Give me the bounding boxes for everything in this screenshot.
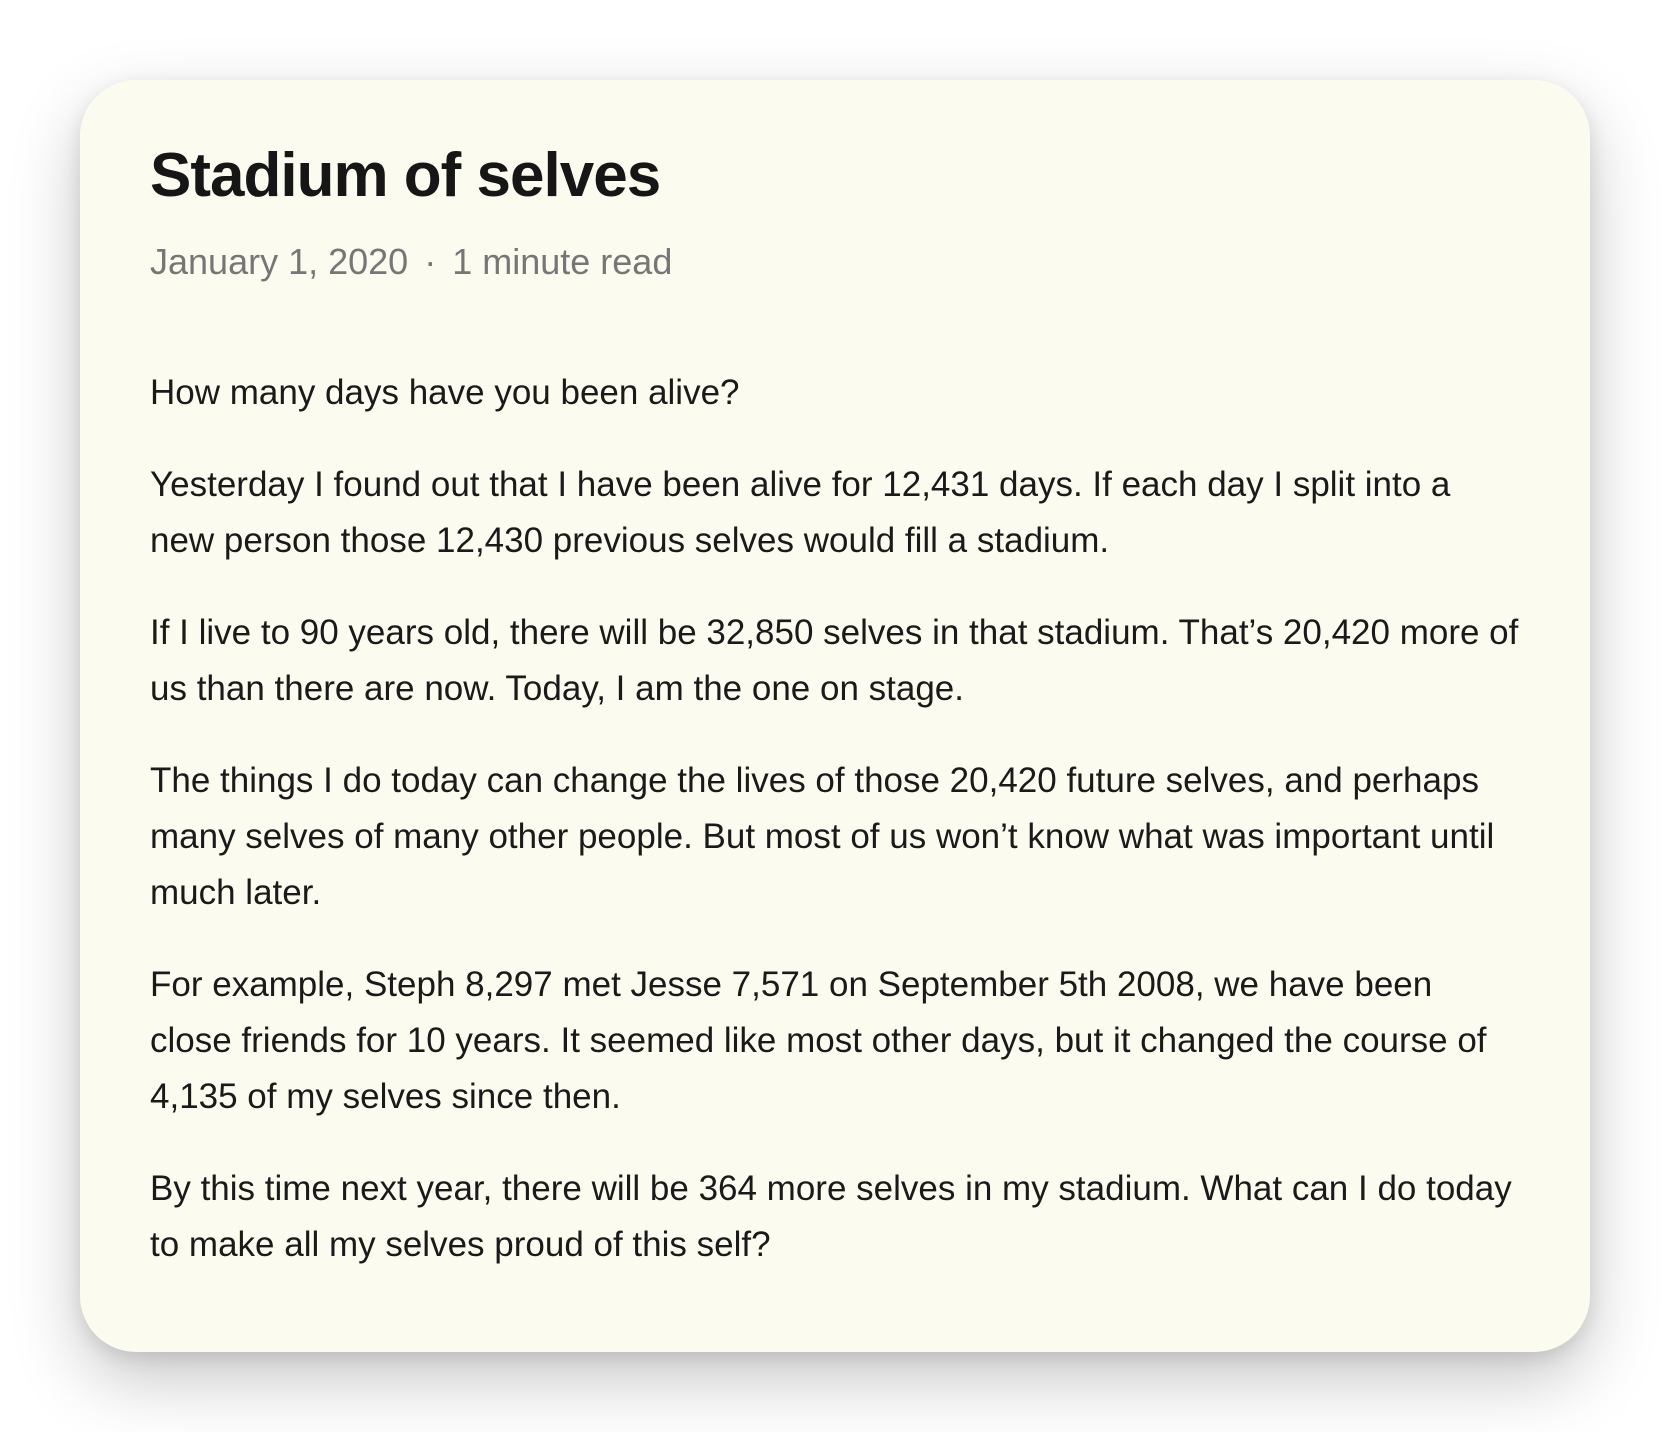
meta-separator: · [424, 241, 437, 283]
post-date: January 1, 2020 [150, 241, 409, 283]
paragraph-4: The things I do today can change the lives of those 20,420 future selves, and perhaps many selves of many other people. But most of us won’t know what was important until much later. [150, 761, 1495, 913]
post-body [150, 365, 1520, 1273]
paragraph-5: For example, Steph 8,297 met Jesse 7,571 on September 5th 2008, we have been close friends for 10 years. It seemed like most other days, but it changed the course of 4,135 of my selves since then. [150, 965, 1487, 1117]
read-time: 1 minute read [452, 241, 673, 283]
post-meta [150, 240, 1520, 283]
paragraph-3: If I live to 90 years old, there will be 32,850 selves in that stadium. That’s 20,420 more of us than there are now. Today, I am the one on stage. [150, 613, 1519, 709]
paragraph-1: How many days have you been alive? [150, 373, 740, 413]
post-title: Stadium of selves [150, 141, 661, 210]
post-card [80, 80, 1590, 1352]
paragraph-2: Yesterday I found out that I have been alive for 12,431 days. If each day I split into a new person those 12,430 previous selves would fill a stadium. [150, 465, 1451, 561]
paragraph-6: By this time next year, there will be 364 more selves in my stadium. What can I do today to make all my selves proud of this self? [150, 1169, 1512, 1265]
